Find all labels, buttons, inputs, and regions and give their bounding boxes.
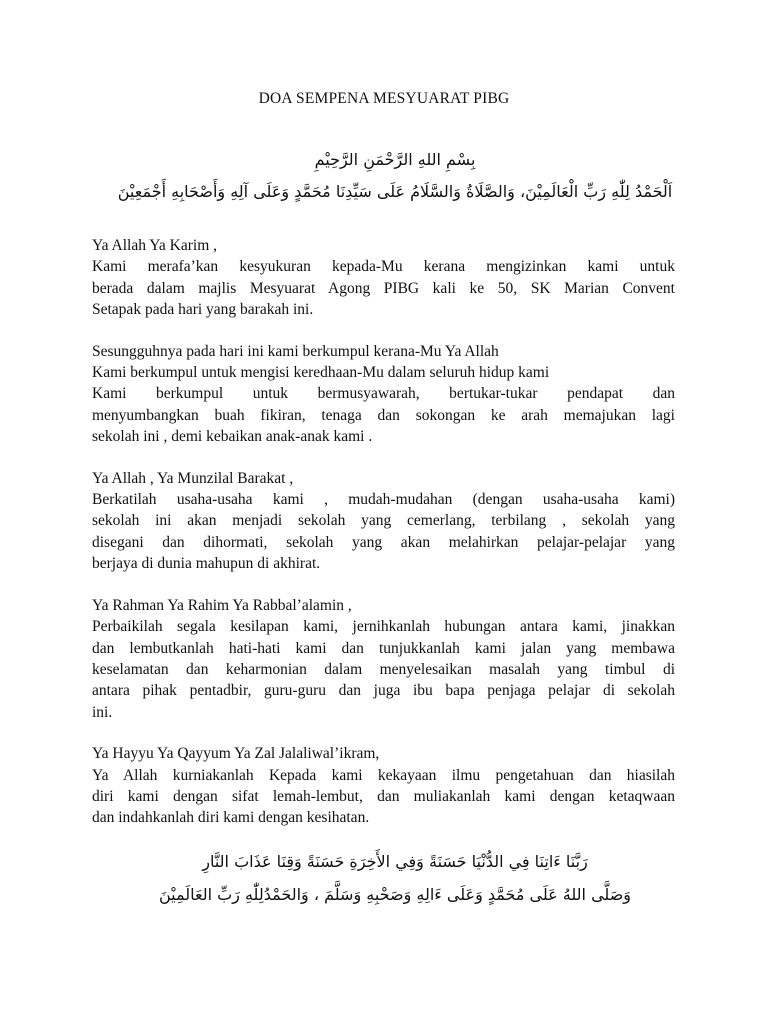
paragraph-line: diri kami dengan sifat lemah-lembut, dan muliakanlah kami dengan ketaqwaan <box>92 787 675 805</box>
paragraph-line: Ya Allah kurniakanlah Kepada kami kekayaan ilmu pengetahuan dan hiasilah <box>92 766 675 784</box>
paragraph-heading: Ya Rahman Ya Rahim Ya Rabbal’alamin , <box>92 596 352 614</box>
paragraph-line: berada dalam majlis Mesyuarat Agong PIBG kali ke 50, SK Marian Convent <box>92 279 675 297</box>
paragraph-line: Setapak pada hari yang barakah ini. <box>92 301 314 319</box>
paragraph-line: keselamatan dan keharmonian dalam menyelesaikan masalah yang timbul di <box>92 660 675 678</box>
paragraph-line: berjaya di dunia mahupun di akhirat. <box>92 555 321 573</box>
paragraph-line: Kami berkumpul untuk bermusyawarah, bertukar-tukar pendapat dan <box>92 385 675 403</box>
paragraph-1 <box>92 235 675 321</box>
doa-body <box>92 235 675 849</box>
paragraph-heading: Ya Allah , Ya Munzilal Barakat , <box>92 469 294 487</box>
paragraph-line: Sesungguhnya pada hari ini kami berkumpul kerana-Mu Ya Allah <box>92 342 499 360</box>
paragraph-line: Berkatilah usaha-usaha kami , mudah-mudahan (dengan usaha-usaha kami) <box>92 491 675 509</box>
paragraph-line: disegani dan dihormati, sekolah yang akan melahirkan pelajar-pelajar yang <box>92 533 675 551</box>
paragraph-line: dan indahkanlah diri kami dengan kesihatan. <box>92 809 370 827</box>
arabic-basmalah: بِسْمِ اللهِ الرَّحْمَنِ الرَّحِيْمِ <box>314 150 476 169</box>
paragraph-line: Kami merafa’kan kesyukuran kepada-Mu kerana mengizinkan kami untuk <box>92 258 675 276</box>
paragraph-line: ini. <box>92 703 113 721</box>
paragraph-line: sekolah ini , demi kebaikan anak-anak kami . <box>92 428 373 446</box>
paragraph-heading: Ya Allah Ya Karim , <box>92 237 218 254</box>
paragraph-heading: Ya Hayyu Ya Qayyum Ya Zal Jalaliwal’ikram, <box>92 745 380 763</box>
paragraph-line: Kami berkumpul untuk mengisi keredhaan-Mu dalam seluruh hidup kami <box>92 364 550 382</box>
paragraph-line: sekolah ini akan menjadi sekolah yang cemerlang, terbilang , sekolah yang <box>92 512 675 530</box>
paragraph-2 <box>92 341 675 448</box>
paragraph-line: dan lembutkanlah hati-hati kami dan tunjukkanlah kami jalan yang membawa <box>92 639 675 657</box>
document-title: DOA SEMPENA MESYUARAT PIBG <box>258 90 510 107</box>
paragraph-line: menyumbangkan buah fikiran, tenaga dan sokongan ke arah memajukan lagi <box>92 406 675 424</box>
arabic-closing-salawat: وَصَلَّى اللهُ عَلَى مُحَمَّدٍ وَعَلَى ءَالِهِ وَصَحْبِهِ وَسَلَّمَ ، وَالحَمْدُلِلّٰهِ رَبِّ العَالَمِيْنَ <box>158 885 632 904</box>
arabic-opening-praise: اَلْحَمْدُ لِلّٰهِ رَبِّ الْعَالَمِيْنَ، وَالصَّلَاةُ وَالسَّلَامُ عَلَى سَيِّدِنَا مُحَمَّدٍ وَعَلَى آلِهِ وَأَصْحَابِهِ أَجْمَعِيْنَ <box>117 182 673 201</box>
paragraph-line: antara pihak pentadbir, guru-guru dan juga ibu bapa penjaga pelajar di sekolah <box>92 682 675 700</box>
paragraph-5 <box>92 743 675 829</box>
paragraph-line: Perbaikilah segala kesilapan kami, jernihkanlah hubungan antara kami, jinakkan <box>92 618 675 636</box>
paragraph-4 <box>92 595 675 723</box>
arabic-closing-prayer: رَبَّنَا ءَاتِنَا فِي الدُّنْيَا حَسَنَةً وَفِي الأَخِرَةِ حَسَنَةً وَقِنَا عَذَابَ النَّارِ <box>202 852 588 871</box>
paragraph-3 <box>92 468 675 575</box>
